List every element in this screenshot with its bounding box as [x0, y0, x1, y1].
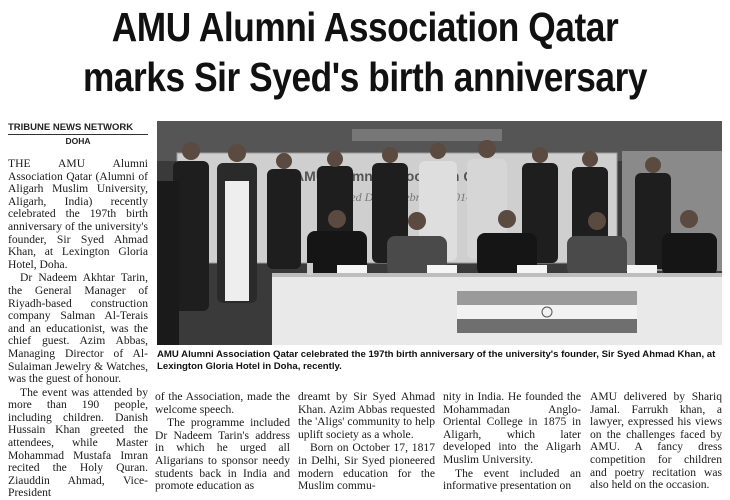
banner-subtext: Celebration 2014 — [387, 190, 472, 204]
ceiling-emblem — [352, 129, 502, 141]
paragraph: Dr Nadeem Akhtar Tarin, the General Manager of Riyadh-based construction company Salman Al-Terais and an educationist, was the chief guest. Azim Abbas, Managing Director of Al-Sulaiman Jewelry & Watches, was the guest of honour. — [8, 271, 148, 386]
paragraph: The programme included Dr Nadeem Tarin's address in which he urged all Aligarians to sponsor needy students back in India and promote education as — [155, 416, 290, 493]
flag — [457, 291, 637, 333]
article-column-1 — [8, 158, 148, 500]
headline-line-1: AMU Alumni Association Qatar — [111, 4, 619, 50]
paragraph: The event included an informative presentation on — [443, 466, 581, 493]
photo-caption: AMU Alumni Association Qatar celebrated the 197th birth anniversary of the university's founder, Sir Syed Ahmad Khan, at Lexington Gloria Hotel in Doha, recently. — [157, 349, 716, 372]
paragraph: dreamt by Sir Syed Ahmad Khan. Azim Abbas requested the 'Aligs' community to help uplift society as a whole. — [298, 390, 435, 441]
paragraph: AMU delivered by Shariq Jamal. Farrukh khan, a lawyer, expressed his views on the challenges faced by AMU. A fancy dress competition for children and poetry recitation was also held on the occasion. — [590, 390, 722, 492]
byline-divider — [8, 134, 148, 135]
article-column-5 — [590, 391, 722, 492]
event-photo — [157, 121, 722, 345]
podium-left — [157, 181, 179, 345]
event-photo-illustration — [157, 121, 722, 345]
article-column-4 — [443, 391, 581, 493]
headline-line-2: marks Sir Syed's birth anniversary — [82, 54, 648, 100]
paragraph: THE AMU Alumni Association Qatar (Alumni of Aligarh Muslim University, Aligarh, India) recently celebrated the 197th birth anniversary of the university's founder, Sir Syed Ahmad Khan, at Lexington Gloria Hotel, Doha. — [8, 157, 148, 271]
article-column-3 — [298, 391, 435, 493]
paragraph: nity in India. He founded the Mohammadan Anglo-Oriental College in 1875 in Aligarh, which later developed into the Aligarh Muslim University. — [443, 390, 581, 466]
banner-text: AMU Alumni — [294, 168, 377, 184]
dateline: DOHA — [65, 136, 91, 146]
paragraph: The event was attended by more than 190 people, including children. Danish Hussain Khan greeted the attendees, while Master Mohammad Mustafa Imran recited the Holy Quran. Ziauddin Ahmad, Vice-President — [8, 385, 148, 500]
byline: TRIBUNE NEWS NETWORK — [8, 122, 134, 133]
paragraph: of the Association, made the welcome speech. — [155, 390, 290, 416]
article-column-2 — [155, 391, 290, 493]
paragraph: Born on October 17, 1817 in Delhi, Sir Syed pioneered modern education for the Muslim commu- — [298, 441, 435, 493]
